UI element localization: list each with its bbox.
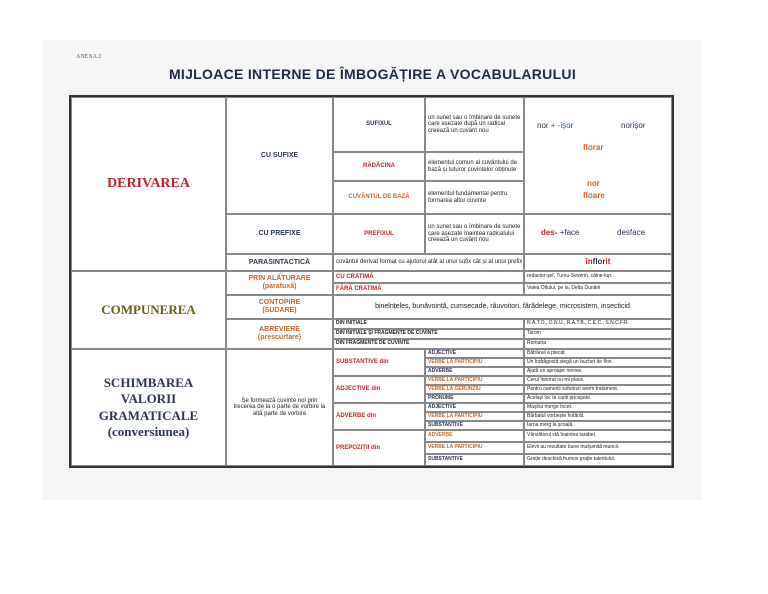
contopire-label: CONTOPIRE [258,299,301,307]
adjective-din-label: ADJECTIVE din [333,376,425,403]
conv-src-9: SUBSTANTIVE [425,421,524,430]
cu-cratima-examples: redactor-șef, Turnu-Severin, câine-lup. [524,271,672,283]
derivarea-label: DERIVAREA [71,97,226,271]
sufixul-label: SUFIXUL [333,97,425,152]
conv-src-10: ADVERBE [425,430,524,442]
abr-initiale-fragmente-label: DIN INIȚIALE ȘI FRAGMENTE DE CUVINTE [333,329,524,339]
example-des-face [541,229,579,238]
example-florar: florar [583,143,604,152]
conv-src-2: VERBE LA PARTICIPIU [425,358,524,367]
conv-src-1: ADJECTIVE [425,349,524,358]
cuvantul-baza-label: CUVÂNTUL DE BAZĂ [333,181,425,214]
prin-alaturare-cell [226,271,333,295]
conv-ex-3: Ajută un aproape nevoie. [524,367,672,376]
schimbarea-line-2: VALORII [120,391,177,407]
abr-fragmente-example: Romarta [524,339,672,349]
prescurtare-label: (prescurtare) [257,334,302,341]
example-prefix-des: des- [541,228,558,237]
example-root-flor: flor [592,257,606,267]
schimbarea-line-3: GRAMATICALE [98,407,199,423]
schimbarea-line-4: (conversiunea) [107,423,190,439]
example-inflorit [524,254,672,271]
parasintactica-definition: cuvântul derivat format cu ajutorul atât al unui sufix cât și al unui prefix [333,254,524,271]
abr-initiale-label: DIN INIȚIALE [333,319,524,329]
conv-ex-11: Elevii au rezultate bune mulțumită muncii. [524,442,672,454]
example-suffix-it: it [605,257,611,267]
example-floare: floare [583,191,605,200]
sufix-examples-cell [524,97,672,214]
abreviere-label: ABREVIERE [259,326,300,334]
conv-src-5: VERBE LA GERUNZIU [425,385,524,394]
contopire-cell [226,295,333,319]
adverbe-din-label: ADVERBE din [333,403,425,430]
schimbarea-label [71,349,226,466]
cu-prefixe-label: CU PREFIXE [226,214,333,254]
conv-ex-10: Vânzătorul stă înaintea tarabei. [524,430,672,442]
prin-alaturare-label: PRIN ALĂTURARE [248,275,311,283]
paratuxa-label: (paratuxă) [262,283,297,290]
conv-src-12: SUBSTANTIVE [425,454,524,466]
radacina-definition: elementul comun al cuvântului de bază și tuturor cuvintelor obținute [425,152,524,181]
annex-label: ANEXA 2 [76,54,102,60]
cu-sufixe-label: CU SUFIXE [226,97,333,214]
conv-ex-5: Pentru oamenii suferinzi avem tratament. [524,385,672,394]
example-root-nor: nor [537,121,549,130]
vocabulary-table [69,95,674,468]
conv-ex-4: Cerul înnorat nu-mi place. [524,376,672,385]
sudare-label: (SUDARE) [262,307,297,314]
radacina-label: RĂDĂCINA [333,152,425,181]
example-desface: desface [617,228,646,237]
contopire-examples: binelnțeles, bunăvoință, cumsecade, răuvoitori, fărădelege, microsistem, insecticid [333,295,672,319]
conv-src-6: PRONUME [425,394,524,403]
example-prefix-in: în [585,257,593,267]
prefixul-definition: un sunet sau o îmbinare de sunete care așezate înaintea radicalului creează un cuvânt nou [425,214,524,254]
prepozitii-din-label: PREPOZIȚII din [333,430,425,466]
cu-cratima-label: CU CRATIMĂ [333,271,524,283]
abreviere-cell [226,319,333,349]
fara-cratima-examples: Valea Oltului, pe la, Delta Dunării [524,283,672,295]
prefixul-label: PREFIXUL [333,214,425,254]
fara-cratima-label: FĂRĂ CRATIMĂ [333,283,524,295]
example-suffix-isor: + -ișor [550,121,574,130]
conv-ex-12: Grație deschisă frumos grație talentului. [524,454,672,466]
abr-initiale-example: N.A.T.O., O.N.U., R.A.T.B., C.E.C., S.N.C.F.R. [524,319,672,329]
conv-ex-1: Bătrânul a plecat. [524,349,672,358]
page-title: MIJLOACE INTERNE DE ÎMBOGĂȚIRE A VOCABULARULUI [168,66,577,82]
conv-src-11: VERBE LA PARTICIPIU [425,442,524,454]
example-nor-isor [537,122,573,131]
abr-initiale-fragmente-example: Tarom [524,329,672,339]
substantive-din-label: SUBSTANTIVE din [333,349,425,376]
conv-src-4: VERBE LA PARTICIPIU [425,376,524,385]
conv-src-3: ADVERBE [425,367,524,376]
compunerea-label: COMPUNEREA [71,271,226,349]
conv-ex-2: Un îndrăgostit stegă un buchet de flori. [524,358,672,367]
prefix-examples-cell [524,214,672,254]
cuvantul-baza-definition: elementul fundamental pentru formarea altor cuvinte [425,181,524,214]
example-nor-base: nor [587,179,600,188]
conv-ex-6: Același loc te cunii pricepete. [524,394,672,403]
conv-ex-9: Iarna merg la școală. [524,421,672,430]
conv-src-7: ADJECTIVE [425,403,524,412]
conv-src-8: VERBE LA PARTICIPIU [425,412,524,421]
example-norisor: norișor [621,121,646,130]
conversiune-definition: Se formează cuvinte noi prin trecerea de la o parte de vorbire la altă parte de vorbire [226,349,333,466]
abr-fragmente-label: DIN FRAGMENTE DE CUVINTE [333,339,524,349]
example-root-face: +face [559,228,580,237]
conv-ex-7: Mașina merge încet. [524,403,672,412]
conv-ex-8: Bărbatul vorbește hotărât. [524,412,672,421]
sufixul-definition: un sunet sau o îmbinare de sunete care așezate după un radical creează un cuvânt nou [425,97,524,152]
schimbarea-line-1: SCHIMBAREA [103,375,194,390]
parasintactica-label: PARASINTACTICĂ [226,254,333,271]
